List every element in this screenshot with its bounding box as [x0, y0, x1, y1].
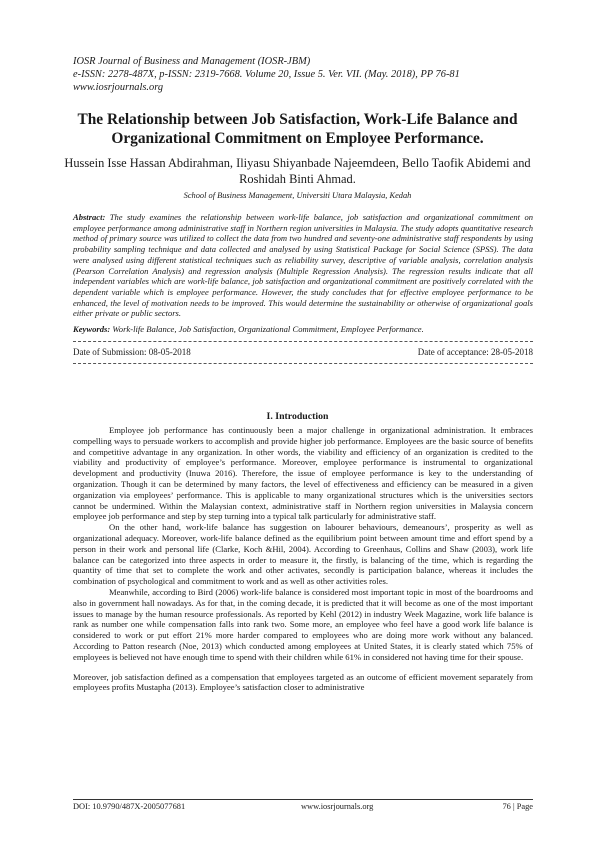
- dashed-divider: [73, 363, 533, 364]
- section-heading: I. Introduction: [266, 411, 329, 422]
- date-of-submission: Date of Submission: 08-05-2018: [73, 347, 191, 357]
- paragraph: Meanwhile, according to Bird (2006) work-life balance is considered most important topic in most of the boardrooms and also in government hall nowadays. As for that, in the coming decade, it is predicted that it will become as one of the most important issues to manage by the human resource professionals. As reported by Kehl (2012) in industry Week Magazine, work life balance is rank as number one while compensation falls into rank two. Some more, an employee who feel have a good work life balance is considered to work or put effort 21% more harder compared to employees who are doing more work without any balanced. According to Patton research (Noe, 2013) which conducted among employees at United States, it is clearly stated which 75% of employees is believed not have enough time to spend with their children while 61% in considered not having time for their spouse.: [73, 586, 533, 662]
- abstract-text: The study examines the relationship between work-life balance, job satisfaction and organizational commitment on employee performance among administrative staff in Northern region universities in Malaysia. The study adopts quantitative research method of primary source was utilized to collect the data from two hundred and seventy-one administrative staff respondents by using probability sampling technique and data collected and analysed by using Statistical Package for Social Science (SPSS). The data were analysed using different statistical techniques such as reliability survey, descriptive of variable analysis, correlation analysis (Pearson Correlation Analysis) and regression analysis (Multiple Regression Analysis). The regression results indicate that all independent variables which are work-life balance, job satisfaction and organizational commitment are positively correlated with the dependent variable which is employee performance. However, the study concludes that for effective employee performance to be enhanced, the level of motivation needs to be improved. This would determine the sustainability or otherwise of organizational goals either private or public sectors.: [73, 212, 533, 319]
- paragraph: On the other hand, work-life balance has suggestion on labourer behaviours, demeanours’, prosperity as well as organizational adequacy. Moreover, work-life balance defined as the equilibrium point between amount time and effort spend by a person in their work and personal life (Clarke, Koch &Hil, 2004). According to Greenhaus, Collins and Shaw (2003), work life balance can be categorized into three aspects in order to measure it, the firstly, is balancing of the time, which is regarding the quantity of time that set to complete the work and other activates, secondly is participation balance, whereas it includes the combination of psychological and commitment to work and as well as other activities roles.: [73, 522, 533, 587]
- body-text: [73, 425, 533, 693]
- dashed-divider: [73, 341, 533, 342]
- affiliation: School of Business Management, Universiti Utara Malaysia, Kedah: [183, 191, 412, 200]
- issn-line: e-ISSN: 2278-487X, p-ISSN: 2319-7668. Volume 20, Issue 5. Ver. VII. (May. 2018), PP 76-81: [73, 69, 460, 80]
- paragraph: Moreover, job satisfaction defined as a compensation that employees targeted as an outcome of efficient movement separately from employees profits Mustapha (2013). Employee’s satisfaction closer to administrative: [73, 671, 533, 693]
- abstract-block: [73, 212, 533, 319]
- footer-doi: DOI: 10.9790/487X-2005077681: [73, 802, 186, 811]
- footer-website[interactable]: www.iosrjournals.org: [301, 802, 374, 811]
- journal-website[interactable]: www.iosrjournals.org: [73, 82, 164, 93]
- journal-header: [73, 55, 533, 94]
- journal-name: IOSR Journal of Business and Management (IOSR-JBM): [73, 56, 311, 67]
- keywords-block: [73, 324, 533, 335]
- date-of-acceptance: Date of acceptance: 28-05-2018: [417, 347, 533, 357]
- footer-rule: [73, 799, 533, 800]
- abstract-label: Abstract:: [73, 212, 106, 222]
- author-list: Hussein Isse Hassan Abdirahman, Iliyasu Shiyanbade Najeemdeen, Bello Taofik Abidemi and Roshidah Binti Ahmad.: [64, 156, 531, 186]
- paragraph: Employee job performance has continuously been a major challenge in organizational administration. It embraces compelling ways to persuade workers to accomplish and provide higher job performance. Employees are the basic source of benefits and competitive advantage in any organization. In other words, the viability and efficiency of an organization is credited to the viability and productivity of employee’s performance. Moreover, employee performance is instrumental to organizational development and productivity (Inuwa 2016). Therefore, the issue of employee performance is key to the understanding of organization. Though it can be determined by many factors, the level of effectiveness and efficiency can be measured in a given organization via employees’ performance. This is applicable to many organizational structures which is the universities sectors cannot be undermined. Within the Malaysian context, administrative staff in Northern region universities in Malaysia concern employee job performance and step by step turning into a typical talk particularly for administrative staff.: [73, 425, 533, 522]
- keywords-label: Keywords:: [73, 324, 111, 334]
- paper-title: The Relationship between Job Satisfaction, Work-Life Balance and Organizational Commitment on Employee Performance.: [77, 111, 518, 147]
- keywords-text: Work-life Balance, Job Satisfaction, Organizational Commitment, Employee Performance.: [112, 324, 424, 334]
- page-number: 76 | Page: [502, 802, 533, 811]
